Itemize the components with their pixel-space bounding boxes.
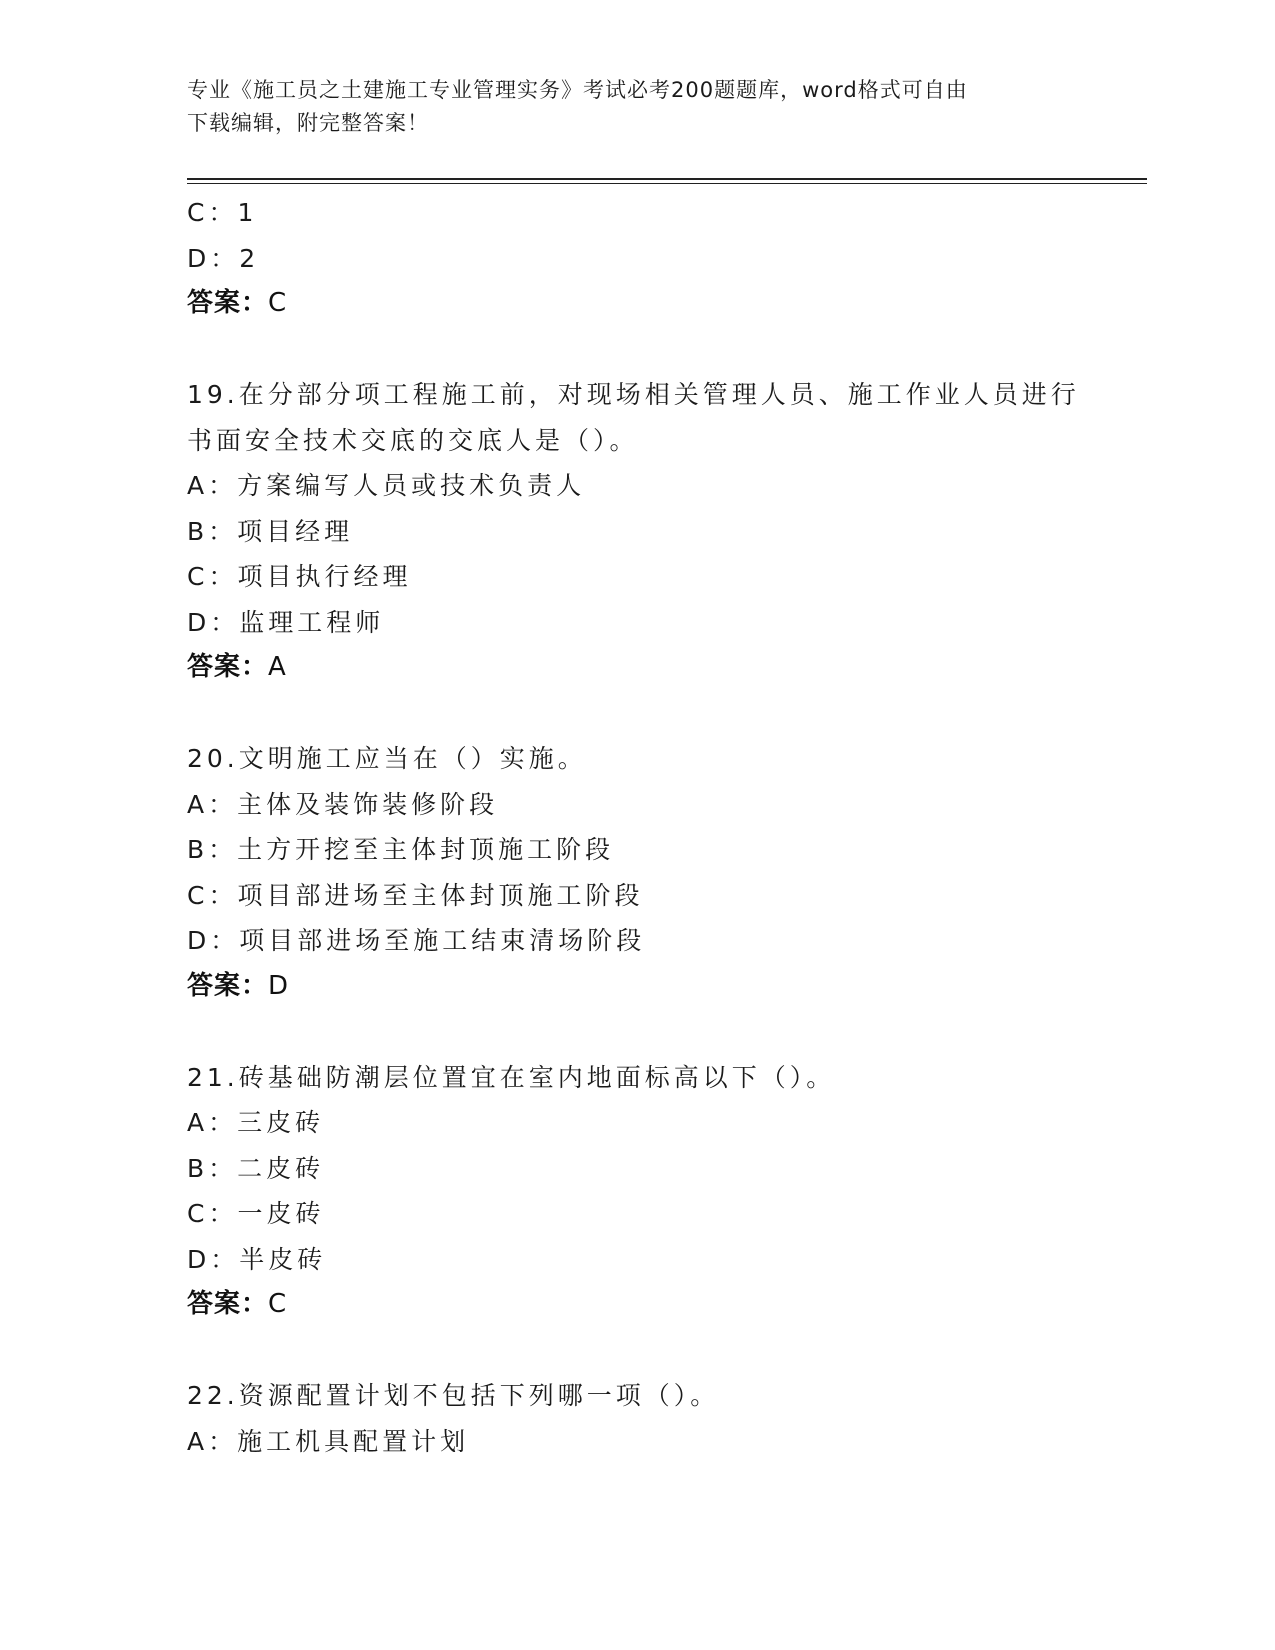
spacer bbox=[187, 691, 1087, 737]
option-d: D：2 bbox=[187, 243, 260, 273]
question-stem: 22.资源配置计划不包括下列哪一项（）。 bbox=[187, 1381, 720, 1410]
answer-line bbox=[187, 964, 1087, 1010]
question-21 bbox=[187, 1055, 1087, 1328]
answer-value: D bbox=[268, 970, 290, 1001]
option-a: A：主体及装饰装修阶段 bbox=[187, 789, 499, 819]
option-d: D：项目部进场至施工结束清场阶段 bbox=[187, 926, 646, 955]
option-b: B：土方开挖至主体封顶施工阶段 bbox=[187, 835, 615, 864]
answer-label: 答案： bbox=[187, 970, 269, 1001]
question-19 bbox=[187, 372, 1087, 691]
question-20 bbox=[187, 736, 1087, 1009]
question-stem: 21.砖基础防潮层位置宜在室内地面标高以下（）。 bbox=[187, 1062, 836, 1092]
question-list bbox=[187, 190, 1087, 1464]
option-c: C：1 bbox=[187, 198, 258, 227]
answer-value: C bbox=[268, 1289, 288, 1319]
answer-label: 答案： bbox=[187, 288, 269, 318]
answer-label: 答案： bbox=[187, 1289, 269, 1319]
answer-value: A bbox=[268, 652, 287, 682]
option-d: D：半皮砖 bbox=[187, 1244, 327, 1274]
question-stem: 19.在分部分项工程施工前，对现场相关管理人员、施工作业人员进行 bbox=[187, 380, 1080, 409]
option-b: B：项目经理 bbox=[187, 516, 354, 546]
option-a: A：三皮砖 bbox=[187, 1108, 325, 1137]
answer-label: 答案： bbox=[187, 652, 269, 682]
document-header bbox=[187, 74, 1087, 140]
option-a: A：方案编写人员或技术负责人 bbox=[187, 471, 586, 500]
option-b: B：二皮砖 bbox=[187, 1153, 325, 1183]
answer-line bbox=[187, 645, 1087, 691]
spacer bbox=[187, 1328, 1087, 1374]
option-d: D：监理工程师 bbox=[187, 607, 385, 637]
spacer bbox=[187, 327, 1087, 373]
option-c: C：一皮砖 bbox=[187, 1199, 325, 1228]
spacer bbox=[187, 1009, 1087, 1055]
answer-value: C bbox=[268, 288, 288, 318]
header-line-1: 专业《施工员之土建施工专业管理实务》考试必考200题题库，word格式可自由 bbox=[187, 78, 968, 102]
question-stem: 20.文明施工应当在（）实施。 bbox=[187, 744, 587, 773]
option-c: C：项目部进场至主体封顶施工阶段 bbox=[187, 880, 644, 910]
header-divider-thin bbox=[187, 183, 1147, 184]
header-line-2: 下载编辑，附完整答案！ bbox=[187, 111, 429, 135]
question-22 bbox=[187, 1373, 1087, 1464]
question-18-continued bbox=[187, 190, 1087, 327]
option-c: C：项目执行经理 bbox=[187, 562, 412, 591]
answer-line bbox=[187, 1282, 1087, 1328]
question-stem: 书面安全技术交底的交底人是（）。 bbox=[187, 425, 639, 455]
answer-line bbox=[187, 281, 1087, 327]
header-divider-thick bbox=[187, 178, 1147, 180]
option-a: A：施工机具配置计划 bbox=[187, 1426, 470, 1456]
